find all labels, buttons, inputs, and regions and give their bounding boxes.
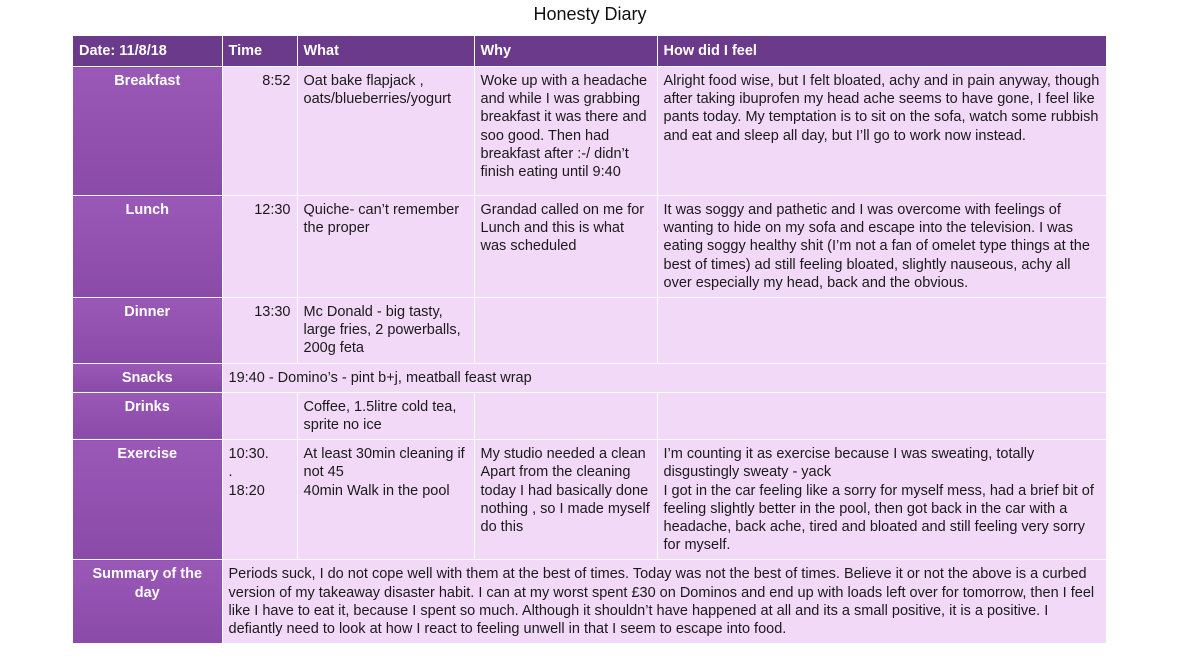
row-dinner [73,298,1106,364]
diary-table [73,36,1107,644]
breakfast-what: Oat bake flapjack , oats/blueberries/yogurt [297,67,474,196]
row-label-drinks: Drinks [73,392,222,439]
header-feel: How did I feel [657,36,1106,67]
drinks-feel [657,392,1106,439]
header-date: Date: 11/8/18 [73,36,222,67]
dinner-time: 13:30 [222,298,297,364]
row-exercise [73,440,1106,560]
header-time: Time [222,36,297,67]
exercise-what: At least 30min cleaning if not 45 40min Walk in the pool [297,440,474,560]
drinks-why [474,392,657,439]
row-lunch [73,196,1106,298]
row-label-exercise: Exercise [73,440,222,560]
row-label-snacks: Snacks [73,363,222,392]
drinks-what: Coffee, 1.5litre cold tea, sprite no ice [297,392,474,439]
lunch-feel: It was soggy and pathetic and I was overcome with feelings of wanting to hide on my sofa and escape into the television. I was eating soggy healthy shit (I’m not a fan of omelet type things at the best of times) ad still feeling bloated, slightly nauseous, achy all over especially my head, back and the obvious. [657,196,1106,298]
snacks-text: 19:40 - Domino’s - pint b+j, meatball feast wrap [222,363,1106,392]
header-row [73,36,1106,67]
header-what: What [297,36,474,67]
row-breakfast [73,67,1106,196]
row-label-dinner: Dinner [73,298,222,364]
dinner-feel [657,298,1106,364]
summary-text: Periods suck, I do not cope well with them at the best of times. Today was not the best of times. Believe it or not the above is a curbed version of my takeaway disaster habit. I can at my worst spent £30 on Dominos and end up with loads left over for tomorrow, then I feel like I have to eat it, because I spent so much. Although it shouldn’t have happened at all and its a small positive, it is a positive. I defiantly need to look at how I react to feeling unwell in that I seem to escape into food. [222,560,1106,644]
exercise-why: My studio needed a clean Apart from the cleaning today I had basically done nothing , so I made myself do this [474,440,657,560]
row-snacks [73,363,1106,392]
header-why: Why [474,36,657,67]
page-title: Honesty Diary [533,4,647,24]
breakfast-why: Woke up with a headache and while I was grabbing breakfast it was there and soo good. Then had breakfast after :-/ didn’t finish eating until 9:40 [474,67,657,196]
lunch-what: Quiche- can’t remember the proper [297,196,474,298]
lunch-why: Grandad called on me for Lunch and this is what was scheduled [474,196,657,298]
row-drinks [73,392,1106,439]
exercise-feel: I’m counting it as exercise because I was sweating, totally disgustingly sweaty - yack I got in the car feeling like a sorry for myself mess, had a brief bit of feeling slightly better in the pool, then got back in the car with a headache, back ache, tired and bloated and still feeling very sorry for myself. [657,440,1106,560]
lunch-time: 12:30 [222,196,297,298]
exercise-time: 10:30. . 18:20 [222,440,297,560]
row-label-breakfast: Breakfast [73,67,222,196]
row-summary [73,560,1106,644]
drinks-time [222,392,297,439]
breakfast-time: 8:52 [222,67,297,196]
row-label-summary: Summary of the day [73,560,222,644]
row-label-lunch: Lunch [73,196,222,298]
breakfast-feel: Alright food wise, but I felt bloated, achy and in pain anyway, though after taking ibuprofen my head ache seems to have gone, I feel like pants today. My temptation is to sit on the sofa, watch some rubbish and eat and sleep all day, but I’ll go to work now instead. [657,67,1106,196]
dinner-why [474,298,657,364]
dinner-what: Mc Donald - big tasty, large fries, 2 powerballs, 200g feta [297,298,474,364]
